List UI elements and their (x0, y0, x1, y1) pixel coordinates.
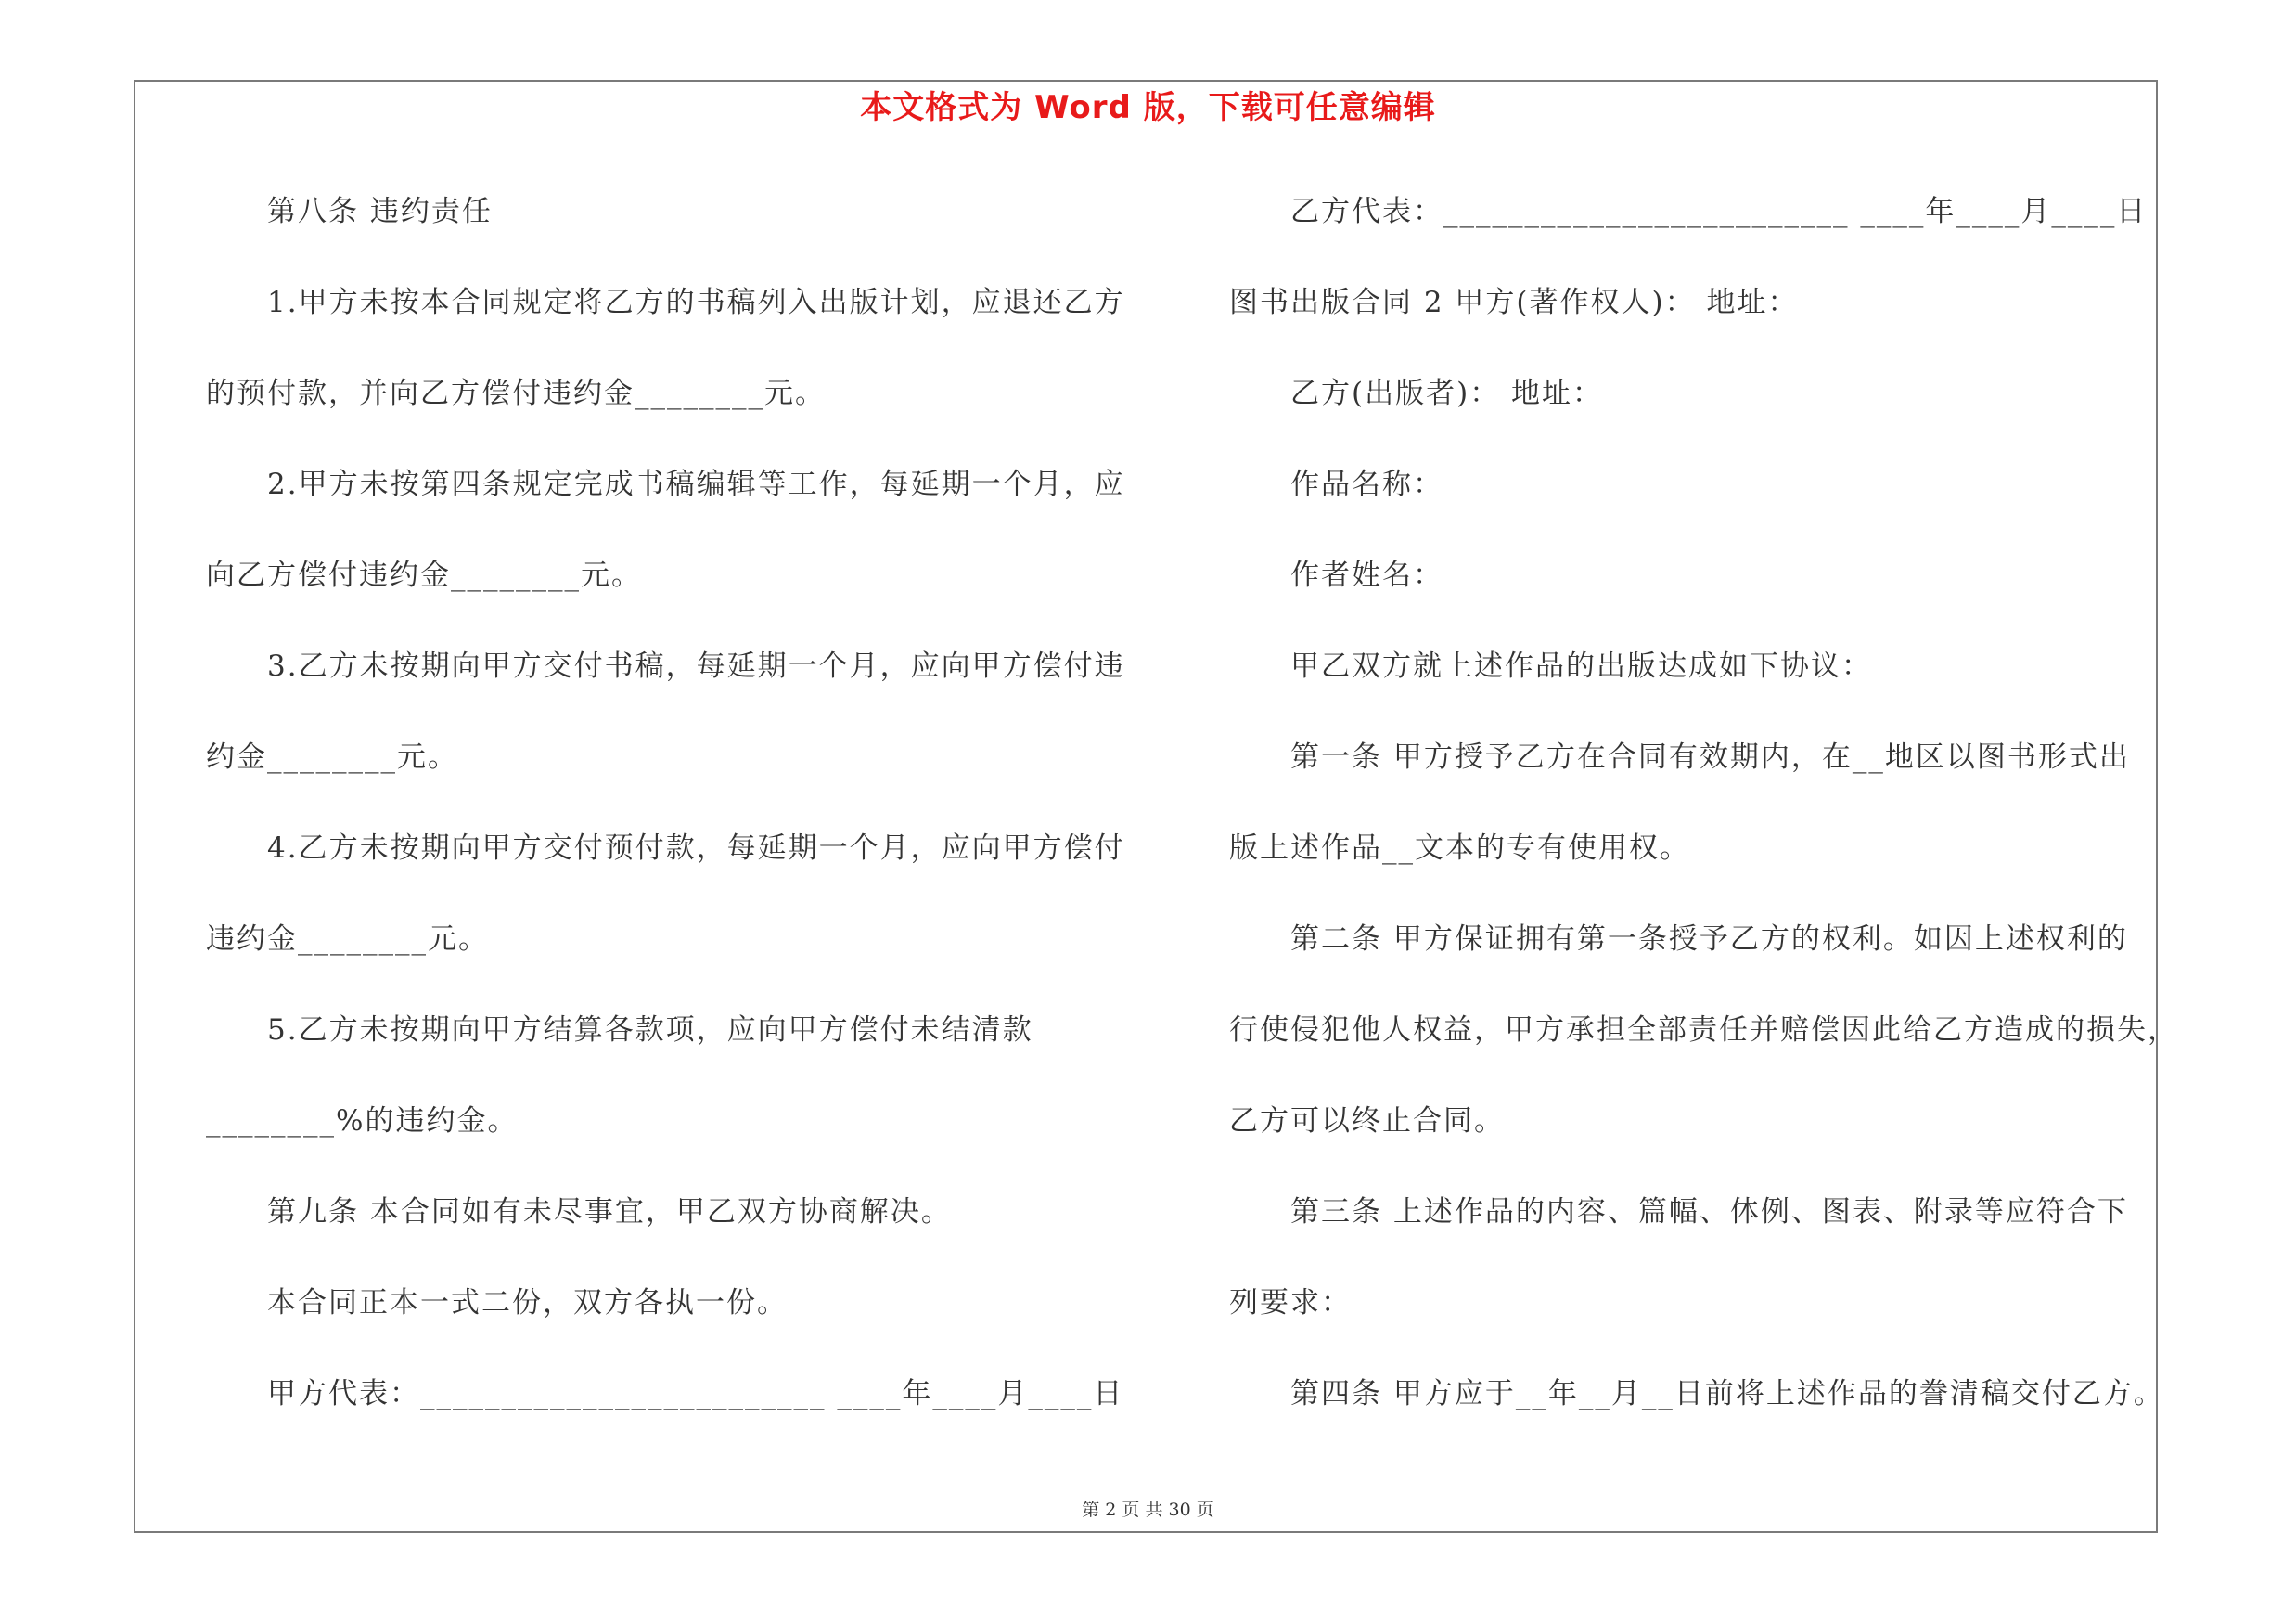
text-line: 乙方(出版者)： 地址： (1290, 377, 1604, 410)
text-line: 乙方代表：_________________________ ____年____月____日 (1290, 195, 2148, 228)
text-line: 第一条 甲方授予乙方在合同有效期内，在__地区以图书形式出 (1290, 741, 2130, 774)
right-column (1229, 184, 2178, 1457)
text-line: 第三条 上述作品的内容、篇幅、体例、图表、附录等应符合下 (1290, 1195, 2128, 1229)
text-line: 第四条 甲方应于__年__月__日前将上述作品的誊清稿交付乙方。 (1290, 1377, 2164, 1410)
text-line: 向乙方偿付违约金________元。 (206, 559, 642, 592)
text-line: 作者姓名： (1290, 559, 1443, 592)
text-line: 甲方代表：_________________________ ____年____月____日 (267, 1377, 1124, 1410)
page-number-footer: 第 2 页 共 30 页 (1082, 1500, 1214, 1520)
text-line: 违约金________元。 (206, 922, 489, 956)
text-line: 图书出版合同 2 甲方(著作权人)： 地址： (1229, 286, 1799, 319)
text-line: 2.甲方未按第四条规定完成书稿编辑等工作，每延期一个月，应 (267, 468, 1125, 501)
text-line: 第二条 甲方保证拥有第一条授予乙方的权利。如因上述权利的 (1290, 922, 2128, 956)
text-line: 行使侵犯他人权益，甲方承担全部责任并赔偿因此给乙方造成的损失， (1229, 1013, 2178, 1047)
text-line: 第八条 违约责任 (267, 195, 493, 228)
text-line: 3.乙方未按期向甲方交付书稿，每延期一个月，应向甲方偿付违 (267, 650, 1125, 683)
text-line: 5.乙方未按期向甲方结算各款项，应向甲方偿付未结清款 (267, 1013, 1033, 1047)
text-line: 本合同正本一式二份，双方各执一份。 (267, 1286, 788, 1320)
text-line: 4.乙方未按期向甲方交付预付款，每延期一个月，应向甲方偿付 (267, 831, 1125, 865)
text-line: 乙方可以终止合同。 (1229, 1104, 1505, 1138)
document-banner: 本文格式为 Word 版，下载可任意编辑 (860, 89, 1436, 126)
text-line: 的预付款，并向乙方偿付违约金________元。 (206, 377, 826, 410)
text-line: 列要求： (1229, 1286, 1352, 1320)
text-line: 版上述作品__文本的专有使用权。 (1229, 831, 1690, 865)
text-line: 第九条 本合同如有未尽事宜，甲乙双方协商解决。 (267, 1195, 952, 1229)
text-line: 约金________元。 (206, 741, 458, 774)
left-column (206, 184, 1143, 1457)
text-line: 甲乙双方就上述作品的出版达成如下协议： (1290, 650, 1872, 683)
text-line: 1.甲方未按本合同规定将乙方的书稿列入出版计划，应退还乙方 (267, 286, 1125, 319)
text-line: 作品名称： (1290, 468, 1443, 501)
text-line: ________%的违约金。 (206, 1104, 519, 1138)
